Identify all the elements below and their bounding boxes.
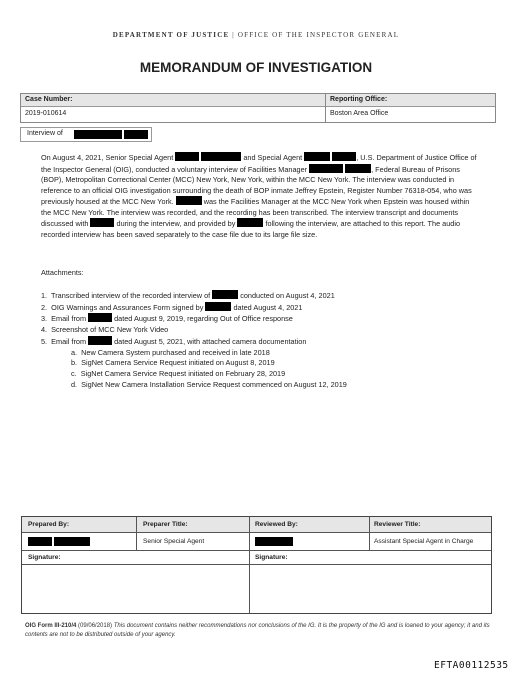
subitem-letter: c.	[71, 368, 77, 378]
body-text: , Federal Bureau of Prisons (BOP), Metropolitan Correctional Center (MCC) New York, New York, within the MCC New York. The interview was conducted in reference to an official OIG investigation surrounding the death of BOP inmate Jeffrey Epstein, Register Number 76318-054, who was previously housed at the MCC New York.	[41, 164, 472, 206]
prepared-by-label: Prepared By:	[28, 521, 70, 528]
reviewer-title-label: Reviewer Title:	[374, 521, 421, 528]
attachment-item	[41, 313, 347, 325]
subitem-letter: a.	[71, 347, 78, 357]
attachment-subitem	[41, 369, 347, 380]
signature-table	[21, 516, 492, 614]
item-text: Transcribed interview of the recorded interview of	[51, 291, 211, 300]
redaction	[54, 537, 90, 546]
subitem-letter: d.	[71, 379, 78, 389]
subitem-letter: b.	[71, 358, 78, 368]
memo-body	[41, 152, 481, 240]
redaction	[201, 152, 241, 161]
table-divider	[249, 517, 250, 613]
case-number-value: 2019-010614	[25, 110, 67, 117]
redaction	[90, 218, 114, 227]
reviewed-by-label: Reviewed By:	[255, 521, 298, 528]
attachment-item	[41, 336, 347, 348]
form-number: OIG Form III-210/4	[25, 623, 77, 629]
body-text: , U.S. Department of Justice Office of the Inspector General (OIG), conducted a voluntary interview of Facilities Manager	[41, 153, 477, 174]
attachment-item	[41, 302, 347, 314]
table-divider	[22, 550, 491, 551]
attachments-list	[41, 290, 347, 390]
office-name: OFFICE OF THE INSPECTOR GENERAL	[237, 31, 400, 39]
table-divider	[369, 517, 370, 550]
table-divider	[22, 564, 491, 565]
redaction	[176, 196, 202, 205]
interview-subject-box	[20, 127, 152, 142]
item-number: 2.	[41, 302, 48, 312]
case-table-divider	[325, 94, 326, 122]
redaction	[175, 152, 199, 161]
attachments-label: Attachments:	[41, 268, 84, 277]
redaction	[212, 290, 238, 299]
header-separator: |	[232, 31, 235, 39]
attachment-subitem	[41, 380, 347, 391]
distribution-notice: This document contains neither recommendations nor conclusions of the IG. It is the property of the IG and is loaned to your agency; it and its contents are not to be distributed outside of your agency.	[25, 623, 490, 638]
preparer-title-value: Senior Special Agent	[143, 538, 205, 545]
attachment-item	[41, 290, 347, 302]
preparer-signature-label: Signature:	[28, 554, 61, 561]
redaction	[345, 164, 371, 173]
bates-number: EFTA00112535	[434, 660, 509, 671]
case-number-label: Case Number:	[25, 96, 73, 103]
attachment-subitem	[41, 358, 347, 369]
item-text: dated August 5, 2021, with attached camera documentation	[114, 336, 307, 346]
attachment-subitem	[41, 348, 347, 359]
form-date: (09/06/2018)	[78, 623, 113, 629]
item-text: conducted on August 4, 2021	[240, 291, 335, 300]
item-number: 3.	[41, 314, 48, 324]
item-number: 1.	[41, 291, 48, 300]
item-text: Email from	[51, 314, 87, 324]
body-text: was the Facilities Manager at the MCC New York when Epstein was housed within the MCC New York. The interview was recorded, and the recording has been transcribed. The interview transcript and documents discussed with	[41, 197, 470, 228]
memo-paragraph	[41, 152, 481, 240]
item-text: Email from	[51, 336, 87, 346]
case-table-header-row	[21, 94, 495, 107]
agency-name: DEPARTMENT OF JUSTICE	[112, 31, 230, 39]
preparer-title-label: Preparer Title:	[143, 521, 188, 528]
body-text: On August 4, 2021, Senior Special Agent	[41, 153, 174, 162]
case-info-table	[20, 93, 496, 123]
reporting-office-value: Boston Area Office	[330, 110, 389, 117]
redaction	[332, 152, 356, 161]
form-footer	[25, 622, 495, 640]
agency-header	[0, 31, 512, 39]
item-number: 5.	[41, 336, 48, 346]
item-text: Screenshot of MCC New York Video	[51, 325, 169, 335]
reporting-office-label: Reporting Office:	[330, 96, 388, 103]
interview-label: Interview of	[27, 130, 63, 137]
document-title: MEMORANDUM OF INVESTIGATION	[139, 60, 373, 75]
body-text: following the interview, are attached to this report. The audio recorded interview has been saved separately to the case file due to its large file size.	[41, 219, 461, 239]
item-text: OIG Warnings and Assurances Form signed by	[51, 302, 204, 312]
item-text: dated August 9, 2019, regarding Out of Office response	[114, 314, 293, 324]
redaction	[88, 313, 112, 322]
body-text: and Special Agent	[243, 153, 303, 162]
table-divider	[136, 517, 137, 550]
redaction	[237, 218, 263, 227]
redaction	[255, 537, 293, 546]
redaction	[304, 152, 330, 161]
redaction	[88, 336, 112, 345]
subitem-text: SigNet Camera Service Request initiated on August 8, 2019	[81, 358, 275, 368]
item-number: 4.	[41, 325, 48, 335]
item-text: dated August 4, 2021	[233, 302, 303, 312]
subitem-text: SigNet Camera Service Request initiated on February 28, 2019	[80, 368, 286, 378]
reviewer-signature-label: Signature:	[255, 554, 288, 561]
redaction	[309, 164, 343, 173]
subitem-text: New Camera System purchased and received in late 2018	[81, 347, 270, 357]
redaction	[124, 130, 148, 139]
attachment-item	[41, 325, 347, 336]
subitem-text: SigNet New Camera Installation Service Request commenced on August 12, 2019	[81, 379, 347, 389]
redaction	[74, 130, 122, 139]
redaction	[205, 302, 231, 311]
redaction	[28, 537, 52, 546]
reviewer-title-value: Assistant Special Agent in Charge	[374, 538, 474, 545]
body-text: during the interview, and provided by	[116, 219, 236, 228]
